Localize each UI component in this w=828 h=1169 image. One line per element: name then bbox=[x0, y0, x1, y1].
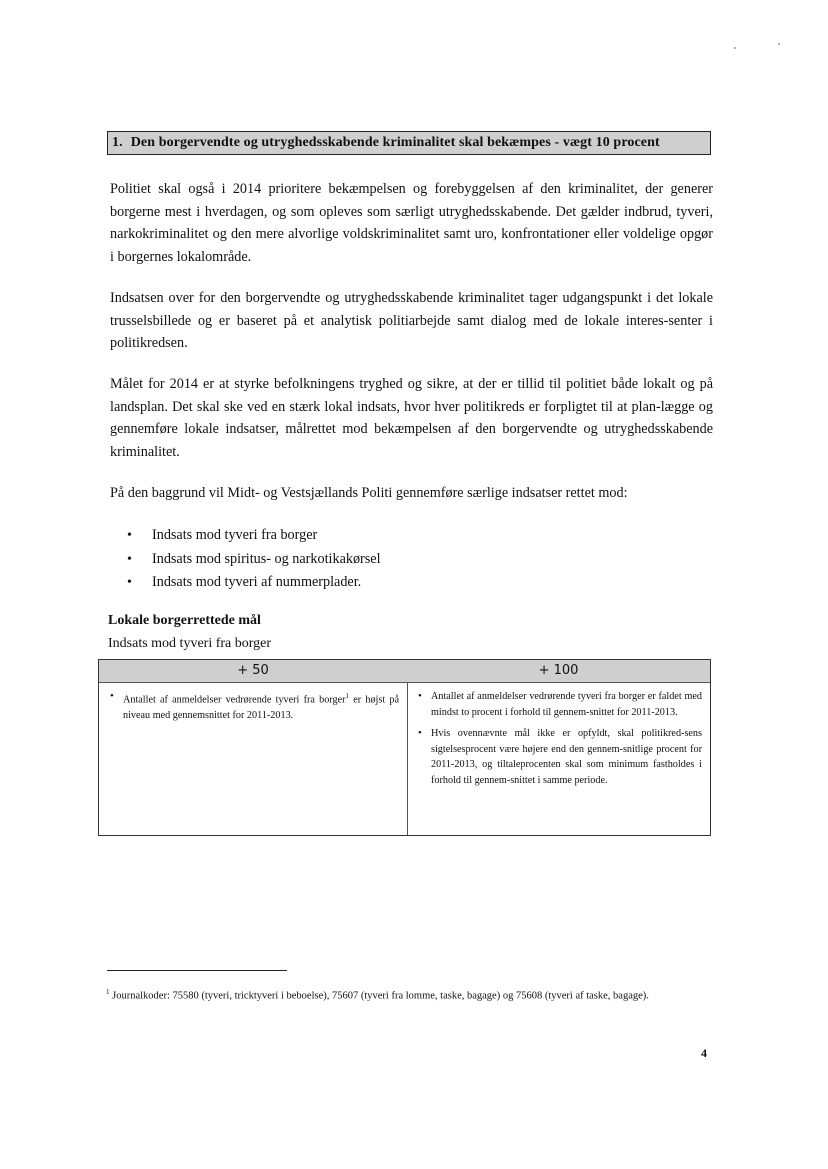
footnote-marker: 1 bbox=[106, 988, 110, 996]
goal-item: • Antallet af anmeldelser vedrørende tyveri fra borger er faldet med mindst to procent i forhold til gennem-snittet for 2011-2013. bbox=[415, 689, 702, 720]
column-body bbox=[407, 683, 710, 789]
goals-subheading: Indsats mod tyveri fra borger bbox=[108, 636, 272, 651]
goal-item-text: Antallet af anmeldelser vedrørende tyveri fra borger bbox=[123, 694, 346, 706]
goals-column-100 bbox=[407, 660, 710, 835]
page-number: 4 bbox=[701, 1046, 707, 1060]
section-heading-text: Den borgervendte og utryghedsskabende kriminalitet skal bekæmpes - vægt 10 procent bbox=[130, 135, 660, 150]
footnote bbox=[106, 984, 712, 1005]
list-item: • Indsats mod tyveri af nummerplader. bbox=[110, 571, 710, 595]
footnote-reference: 1 bbox=[345, 692, 350, 700]
scan-speck bbox=[734, 47, 736, 49]
footnote-text: Journalkoder: 75580 (tyveri, tricktyveri i beboelse), 75607 (tyveri fra lomme, taske, bagage) og 75608 (tyveri af taske, bagage). bbox=[109, 990, 649, 1002]
goal-item: • Hvis ovennævnte mål ikke er opfyldt, skal politikred-sens sigtelsesprocent være højere end den gennem-snitlige procent for 2011-2013, og tiltaleprocenten skal som minimum fastholdes i forhold til gennem-snittet i samme periode. bbox=[415, 726, 702, 788]
goal-item-text-rest: er højst på niveau med gennemsnittet for 2011-2013. bbox=[123, 694, 399, 721]
paragraph-4: På den baggrund vil Midt- og Vestsjællands Politi gennemføre særlige indsatser rettet mod: bbox=[110, 485, 628, 501]
section-heading bbox=[107, 131, 711, 155]
initiative-list bbox=[110, 524, 710, 595]
goals-column-50 bbox=[99, 660, 408, 835]
paragraph-1: Politiet skal også i 2014 prioritere bekæmpelsen og forebyggelsen af den kriminalitet, der generer borgerne mest i hverdagen, og som opleves som særligt utryghedsskabende. Det gælder indbrud, tyveri, narkokriminalitet og den mere alvorlige voldskriminalitet samt uro, konfrontationer eller voldelige opgør i borgernes lokalområde. bbox=[110, 181, 713, 265]
scan-speck bbox=[778, 43, 780, 45]
column-header: + 50 bbox=[99, 660, 407, 683]
column-header: + 100 bbox=[407, 660, 710, 683]
paragraph-3: Målet for 2014 er at styrke befolkningens tryghed og sikre, at der er tillid til politiet både lokalt og på landsplan. Det skal ske ved en stærk lokal indsats, hvor hver politikreds er forpligtet til at plan-lægge og gennemføre lokale indsatser, målrettet mod bekæmpelsen af den borgervendte og utryghedsskabende kriminalitet. bbox=[110, 376, 713, 460]
paragraph-2: Indsatsen over for den borgervendte og utryghedsskabende kriminalitet tager udgangspunkt i det lokale trusselsbillede og er baseret på et analytisk politiarbejde samt dialog med de lokale interes-senter i politikredsen. bbox=[110, 290, 713, 351]
goal-item bbox=[107, 689, 399, 724]
section-number: 1. bbox=[112, 135, 123, 150]
footnote-separator bbox=[107, 970, 287, 971]
goals-heading: Lokale borgerrettede mål bbox=[108, 613, 261, 628]
goals-table bbox=[98, 659, 711, 836]
list-item: • Indsats mod tyveri fra borger bbox=[110, 524, 710, 548]
column-body bbox=[99, 683, 407, 724]
list-item: • Indsats mod spiritus- og narkotikakørsel bbox=[110, 548, 710, 572]
